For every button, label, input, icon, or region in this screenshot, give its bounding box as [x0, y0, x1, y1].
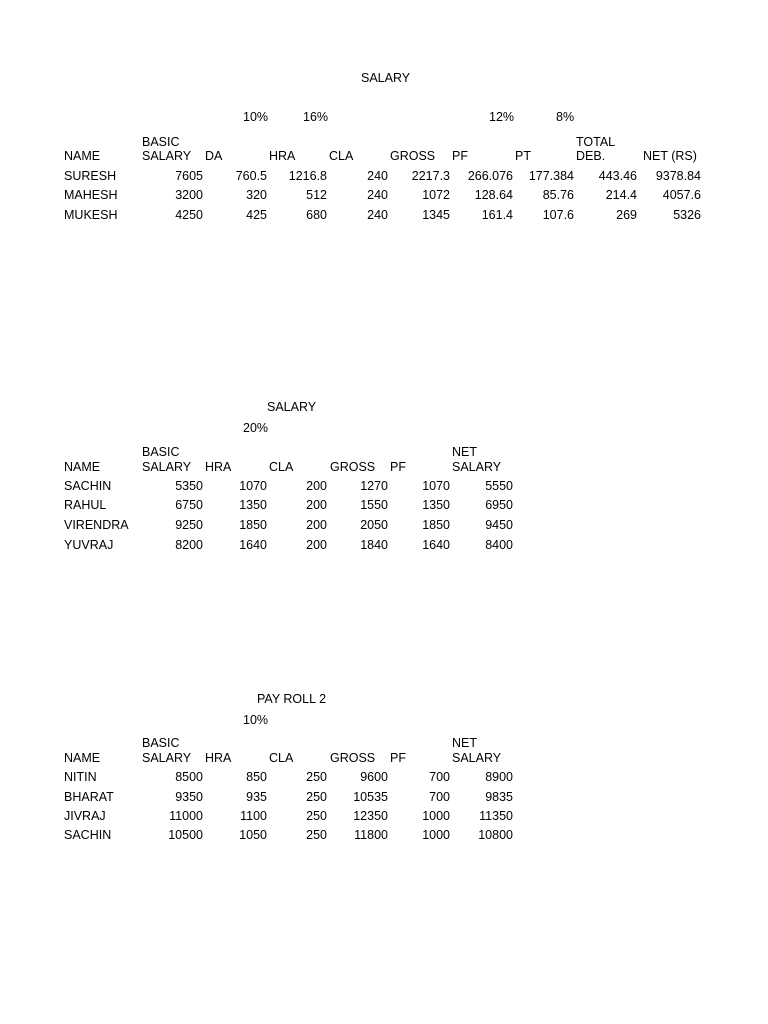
table2-cell-basic: 5350 — [175, 479, 203, 493]
table1-cell-net: 4057.6 — [662, 188, 701, 202]
table3-header-net-line1: NET — [452, 736, 477, 750]
table3-cell-gross: 11800 — [354, 828, 388, 842]
table1-header-name: NAME — [64, 149, 101, 163]
table3-cell-name: NITIN — [64, 770, 97, 784]
table3-header-cla: CLA — [269, 751, 294, 765]
table1-cell-total: 269 — [616, 208, 637, 222]
table2-header-basic-line2: SALARY — [142, 460, 192, 474]
table1-cell-cla: 240 — [367, 169, 388, 183]
table1-header-total-line1: TOTAL — [576, 135, 616, 149]
table2-header-gross: GROSS — [330, 460, 376, 474]
table1-rate-pt: 8% — [556, 110, 575, 124]
table2-cell-net: 5550 — [485, 479, 513, 493]
table2-cell-basic: 8200 — [175, 538, 203, 552]
table3-header-name: NAME — [64, 751, 101, 765]
table2-header-basic-line1: BASIC — [142, 445, 180, 459]
table2-cell-net: 8400 — [485, 538, 513, 552]
table1-header-basic-line1: BASIC — [142, 135, 180, 149]
table1-cell-pt: 177.384 — [528, 169, 574, 183]
table1-cell-name: SURESH — [64, 169, 117, 183]
table2-cell-cla: 200 — [306, 538, 327, 552]
table3-cell-basic: 10500 — [168, 828, 203, 842]
table3-header-pf: PF — [390, 751, 406, 765]
table3-cell-net: 8900 — [485, 770, 513, 784]
table1-cell-basic: 3200 — [175, 188, 203, 202]
table2-header-net-line1: NET — [452, 445, 477, 459]
table3-cell-name: BHARAT — [64, 790, 114, 804]
table2-cell-name: VIRENDRA — [64, 518, 129, 532]
table1-cell-hra: 1216.8 — [288, 169, 327, 183]
table3-cell-basic: 9350 — [175, 790, 203, 804]
table3-cell-hra: 850 — [246, 770, 267, 784]
table3-header-net-line2: SALARY — [452, 751, 502, 765]
table3-header-basic-line2: SALARY — [142, 751, 192, 765]
table1-header-pf: PF — [452, 149, 468, 163]
table3-header-gross: GROSS — [330, 751, 376, 765]
table2-cell-cla: 200 — [306, 518, 327, 532]
table1-cell-net: 5326 — [673, 208, 701, 222]
table1-header-cla: CLA — [329, 149, 354, 163]
table1-header-basic-line2: SALARY — [142, 149, 192, 163]
table3-title: PAY ROLL 2 — [257, 692, 327, 706]
table2-header-hra: HRA — [205, 460, 232, 474]
table2-cell-hra: 1640 — [239, 538, 267, 552]
table1-cell-gross: 1345 — [422, 208, 450, 222]
table1-header-total-line2: DEB. — [576, 149, 606, 163]
table2-cell-pf: 1640 — [422, 538, 450, 552]
table2-cell-pf: 1350 — [422, 498, 450, 512]
table1-cell-basic: 7605 — [175, 169, 203, 183]
table2-cell-pf: 1850 — [422, 518, 450, 532]
table2-cell-gross: 1550 — [360, 498, 388, 512]
table3-cell-cla: 250 — [306, 790, 327, 804]
table3-cell-gross: 12350 — [353, 809, 388, 823]
table1-cell-net: 9378.84 — [655, 169, 701, 183]
table1-cell-hra: 512 — [306, 188, 327, 202]
table1-cell-name: MAHESH — [64, 188, 118, 202]
table3-cell-pf: 1000 — [422, 828, 450, 842]
table2-cell-gross: 2050 — [360, 518, 388, 532]
table2-cell-name: RAHUL — [64, 498, 107, 512]
table2-title: SALARY — [267, 400, 317, 414]
table1-title: SALARY — [361, 71, 411, 85]
table1-rate-pf: 12% — [489, 110, 515, 124]
table3-cell-hra: 935 — [246, 790, 267, 804]
table1-header-hra: HRA — [269, 149, 296, 163]
table3-cell-gross: 9600 — [360, 770, 388, 784]
table2-cell-net: 6950 — [485, 498, 513, 512]
table3-header-basic-line1: BASIC — [142, 736, 180, 750]
table3-cell-net: 9835 — [485, 790, 513, 804]
table1-header-pt: PT — [515, 149, 531, 163]
table1-rate-da: 10% — [243, 110, 269, 124]
table2-cell-name: SACHIN — [64, 479, 112, 493]
table3-cell-hra: 1100 — [240, 809, 267, 823]
table2-cell-gross: 1270 — [360, 479, 388, 493]
table1-header-da: DA — [205, 149, 223, 163]
table2-cell-pf: 1070 — [422, 479, 450, 493]
table1-cell-pt: 107.6 — [542, 208, 574, 222]
table1-cell-total: 214.4 — [605, 188, 637, 202]
table2-cell-basic: 6750 — [175, 498, 203, 512]
table1-cell-cla: 240 — [367, 188, 388, 202]
table3-cell-pf: 1000 — [422, 809, 450, 823]
table1-cell-pf: 128.64 — [474, 188, 513, 202]
table2-header-cla: CLA — [269, 460, 294, 474]
table2-header-name: NAME — [64, 460, 101, 474]
table1-cell-da: 760.5 — [235, 169, 267, 183]
table3-cell-cla: 250 — [306, 809, 327, 823]
table3-cell-net: 10800 — [478, 828, 513, 842]
table3-cell-cla: 250 — [306, 828, 327, 842]
table2-cell-hra: 1850 — [239, 518, 267, 532]
table3-cell-hra: 1050 — [239, 828, 267, 842]
table3-header-hra: HRA — [205, 751, 232, 765]
table2-header-net-line2: SALARY — [452, 460, 502, 474]
table3-cell-gross: 10535 — [353, 790, 388, 804]
table3-rate: 10% — [243, 713, 269, 727]
table1-cell-pt: 85.76 — [542, 188, 574, 202]
table3-cell-net: 11350 — [479, 809, 513, 823]
table2-header-pf: PF — [390, 460, 406, 474]
table2-cell-hra: 1350 — [239, 498, 267, 512]
table2-cell-gross: 1840 — [360, 538, 388, 552]
table3-cell-pf: 700 — [429, 770, 450, 784]
table1-cell-da: 425 — [246, 208, 267, 222]
table1-cell-gross: 2217.3 — [411, 169, 450, 183]
table1-rate-hra: 16% — [303, 110, 329, 124]
table1-cell-name: MUKESH — [64, 208, 118, 222]
table2-cell-cla: 200 — [306, 479, 327, 493]
table3-cell-basic: 11000 — [169, 809, 203, 823]
table1-cell-da: 320 — [246, 188, 267, 202]
table3-cell-name: JIVRAJ — [64, 809, 106, 823]
table1-cell-pf: 161.4 — [481, 208, 513, 222]
table1-header-net: NET (RS) — [643, 149, 697, 163]
table1-header-gross: GROSS — [390, 149, 436, 163]
table2-cell-net: 9450 — [485, 518, 513, 532]
table2-cell-basic: 9250 — [175, 518, 203, 532]
table1-cell-total: 443.46 — [598, 169, 637, 183]
table1-cell-basic: 4250 — [175, 208, 203, 222]
table1-cell-pf: 266.076 — [467, 169, 513, 183]
table3-cell-basic: 8500 — [175, 770, 203, 784]
table1-cell-hra: 680 — [306, 208, 327, 222]
table1-cell-cla: 240 — [367, 208, 388, 222]
table2-cell-cla: 200 — [306, 498, 327, 512]
table3-cell-pf: 700 — [429, 790, 450, 804]
table2-cell-hra: 1070 — [239, 479, 267, 493]
table2-rate: 20% — [243, 421, 269, 435]
table3-cell-cla: 250 — [306, 770, 327, 784]
table1-cell-gross: 1072 — [422, 188, 450, 202]
table3-cell-name: SACHIN — [64, 828, 112, 842]
table2-cell-name: YUVRAJ — [64, 538, 114, 552]
